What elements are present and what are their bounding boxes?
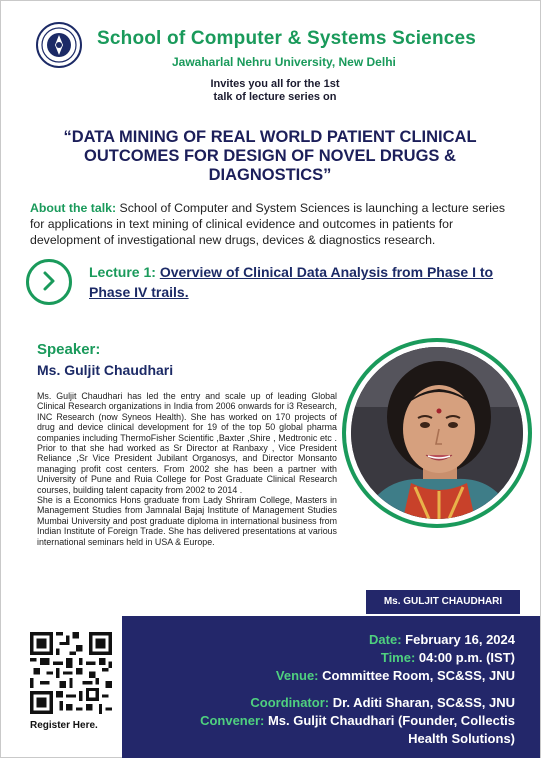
date-value: February 16, 2024 — [401, 632, 515, 647]
venue-label: Venue: — [275, 668, 319, 683]
venue-value: Committee Room, SC&SS, JNU — [318, 668, 515, 683]
coordinator-line — [250, 695, 515, 710]
register-label[interactable]: Register Here. — [30, 720, 98, 731]
talk-title: “DATA MINING OF REAL WORLD PATIENT CLINICAL OUTCOMES FOR DESIGN OF NOVEL DRUGS & DIAGNOSTICS” — [63, 128, 477, 184]
invitation-line-2: talk of lecture series on — [213, 91, 337, 103]
speaker-bio-paragraph-2: She is a Economics Hons graduate from Lady Shriram College, Masters in Management Studies from Jamnalal Bajaj Institute of Management Studies Mumbai University and post graduate diploma in international business from Indian Institute of Foreign Trade. She has delivered presentations at various international seminars held in USA & Europe. — [37, 495, 337, 547]
coordinator-value: Dr. Aditi Sharan, SC&SS, JNU — [329, 695, 515, 710]
speaker-heading: Speaker: — [37, 341, 101, 358]
convener-label: Convener: — [200, 713, 265, 728]
speaker-bio-paragraph-1: Ms. Guljit Chaudhari has led the entry and scale up of leading Global Clinical Research organizations in India from 2006 onwards for i3 Research, INC Research (now Syneos Health). She has worked on 170 projects of drug and device clinical development for 19 of the top 50 global pharma companies including ThermoFisher Scientific ,Baxter ,Shire , Medtronic etc . Prior to that she had worked as Sr Director at Ranbaxy , Vice President Reliance ,Sr Vice President Jubilant Organosys, and Director Monsanto managing profit cost centers. From 2002 she has been a partner with University of Pune and Ruia College for Post Graduate Clinical Research courses, building talent capacity from 2002 to 2014 . — [37, 391, 337, 495]
speaker-photo — [351, 347, 523, 519]
speaker-name: Ms. Guljit Chaudhari — [37, 362, 174, 378]
convener-value: Ms. Guljit Chaudhari (Founder, Collectis — [264, 713, 515, 728]
about-text: School of Computer and System Sciences is launching a lecture series for applications in text mining of clinical evidence and outcomes in patients for development of investigational new drugs, devices & diagnostics research. — [30, 201, 505, 247]
lecture-arrow-button — [26, 259, 72, 305]
lecture-line — [89, 262, 529, 302]
invitation-line-1: Invites you all for the 1st — [210, 78, 340, 90]
invitation-text — [150, 78, 400, 104]
chevron-right-icon — [38, 270, 60, 292]
convener-line-2: Health Solutions) — [408, 731, 515, 746]
coordinator-label: Coordinator: — [250, 695, 330, 710]
school-name: School of Computer & Systems Sciences — [97, 28, 477, 49]
about-label: About the talk: — [30, 201, 117, 215]
time-line — [381, 650, 515, 665]
date-line — [369, 632, 515, 647]
time-label: Time: — [380, 650, 416, 665]
time-value: 04:00 p.m. (IST) — [415, 650, 515, 665]
jnu-logo-icon — [36, 22, 82, 68]
about-paragraph — [30, 200, 520, 248]
speaker-bio — [37, 391, 337, 547]
lecture-label: Lecture 1: — [89, 264, 160, 280]
venue-line — [276, 668, 515, 683]
date-label: Date: — [369, 632, 402, 647]
speaker-photo-caption: Ms. GULJIT CHAUDHARI — [366, 590, 520, 614]
speaker-portrait-illustration — [351, 347, 523, 519]
qr-code-icon[interactable] — [30, 632, 112, 714]
convener-line — [200, 713, 515, 728]
lecture-link[interactable]: Overview of Clinical Data Analysis from Phase I to Phase IV trails. — [89, 264, 494, 300]
university-name: Jawaharlal Nehru University, New Delhi — [172, 55, 396, 69]
